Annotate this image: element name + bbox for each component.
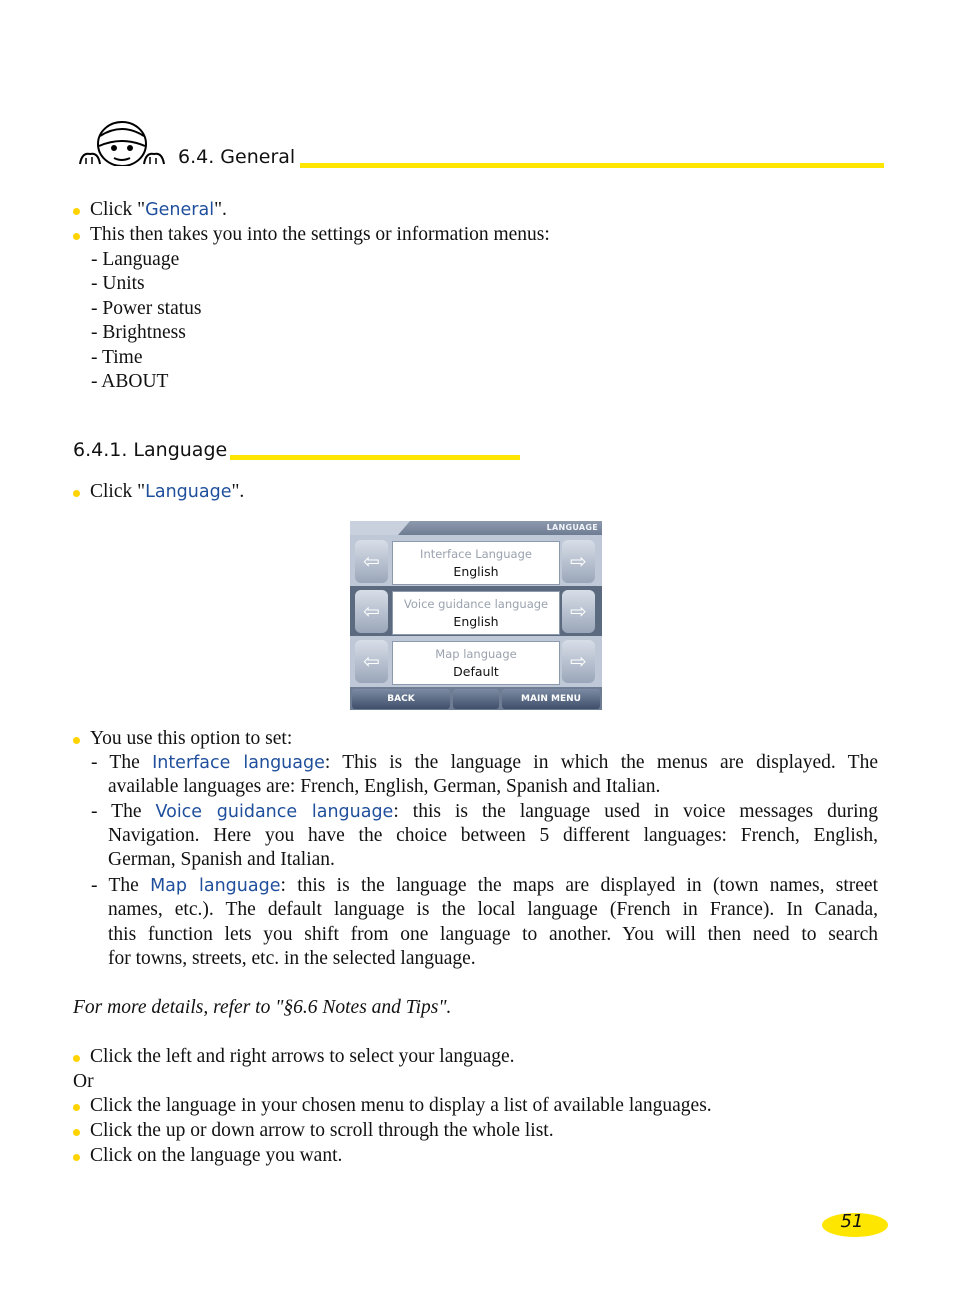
device-title-notch (350, 521, 410, 535)
menu-item-brightness: - Brightness (91, 322, 186, 343)
interface-language-value: English (453, 564, 499, 579)
intro-bullet-1-pre: Click " (90, 199, 146, 220)
back-button[interactable]: BACK (352, 689, 450, 709)
subsection-title-underline (230, 455, 520, 460)
map-language-prev-button[interactable] (355, 640, 388, 683)
menu-item-about: - ABOUT (91, 371, 169, 392)
section-title: 6.4. General (178, 146, 296, 168)
general-link[interactable]: General (145, 200, 215, 220)
instruction-scroll: Click the up or down arrow to scroll through the whole list. (90, 1120, 554, 1141)
option-voice-language (91, 800, 878, 824)
device-title-bar (350, 521, 602, 535)
language-link[interactable]: Language (145, 482, 232, 502)
voice-guidance-language-term: Voice guidance language (155, 802, 394, 822)
voice-language-value: English (453, 614, 499, 629)
arrow-right-icon: ⇨ (570, 549, 587, 573)
menu-item-units: - Units (91, 273, 145, 294)
device-bottom-bar (350, 687, 602, 710)
map-language-next-button[interactable] (562, 640, 595, 683)
option-map-language-cont-1: names, etc.). The default language is the local language (French in France). In Canada, (108, 899, 878, 920)
bullet-icon (73, 1055, 80, 1062)
option-1-post: : This is the language in which the menus are displayed. The (324, 752, 878, 773)
instruction-arrows: Click the left and right arrows to select your language. (90, 1046, 515, 1067)
language-click-post: ". (231, 481, 245, 502)
map-language-label: Map language (435, 647, 517, 661)
option-2-post: : this is the language used in voice messages during (393, 801, 878, 822)
device-screen-title: LANGUAGE (546, 523, 598, 532)
voice-guidance-language-row (350, 586, 602, 636)
instruction-select: Click on the language you want. (90, 1145, 343, 1166)
map-language-value: Default (453, 664, 499, 679)
map-language-field[interactable] (392, 641, 560, 685)
bullet-icon (73, 233, 80, 240)
option-interface-language (91, 751, 878, 775)
bullet-icon (73, 490, 80, 497)
menu-item-time: - Time (91, 347, 143, 368)
menu-item-language: - Language (91, 249, 180, 270)
arrow-left-icon: ⇦ (363, 649, 380, 673)
page-number: 51 (840, 1211, 864, 1232)
instruction-or: Or (73, 1071, 94, 1092)
arrow-left-icon: ⇦ (363, 549, 380, 573)
option-3-pre: - The (91, 875, 151, 896)
option-1-pre: - The (91, 752, 153, 773)
voice-language-label: Voice guidance language (403, 597, 549, 611)
interface-language-row (350, 536, 602, 586)
bullet-icon (73, 1104, 80, 1111)
option-map-language-cont-3: for towns, streets, etc. in the selected language. (108, 948, 476, 969)
bullet-icon (73, 208, 80, 215)
voice-language-field[interactable] (392, 591, 560, 635)
bullet-icon (73, 1154, 80, 1161)
voice-language-next-button[interactable] (562, 590, 595, 633)
bullet-icon (73, 737, 80, 744)
option-interface-language-cont: available languages are: French, English, German, Spanish and Italian. (108, 776, 661, 797)
section-title-underline (300, 163, 884, 168)
subsection-title: 6.4.1. Language (73, 439, 228, 461)
arrow-right-icon: ⇨ (570, 599, 587, 623)
intro-bullet-2: This then takes you into the settings or information menus: (90, 224, 550, 245)
notes-reference: For more details, refer to "§6.6 Notes and Tips". (73, 997, 452, 1018)
interface-language-next-button[interactable] (562, 540, 595, 583)
intro-bullet-1 (90, 198, 227, 222)
options-intro: You use this option to set: (90, 728, 293, 749)
arrow-right-icon: ⇨ (570, 649, 587, 673)
map-language-row (350, 636, 602, 686)
language-settings-screenshot (350, 521, 602, 710)
language-click-pre: Click " (90, 481, 146, 502)
interface-language-label: Interface Language (420, 547, 532, 561)
main-menu-button[interactable]: MAIN MENU (502, 689, 600, 709)
option-3-post: : this is the language the maps are displayed in (town names, street (280, 875, 878, 896)
language-click-instruction (90, 480, 244, 504)
option-2-pre: - The (91, 801, 156, 822)
arrow-left-icon: ⇦ (363, 599, 380, 623)
bullet-icon (73, 1129, 80, 1136)
option-voice-language-cont-1: Navigation. Here you have the choice between 5 different languages: French, English, (108, 825, 878, 846)
interface-language-prev-button[interactable] (355, 540, 388, 583)
menu-item-power-status: - Power status (91, 298, 202, 319)
voice-language-prev-button[interactable] (355, 590, 388, 633)
middle-button[interactable] (453, 689, 499, 709)
instruction-click-language: Click the language in your chosen menu to display a list of available languages. (90, 1095, 712, 1116)
map-language-term: Map language (150, 876, 281, 896)
intro-bullet-1-post: ". (214, 199, 227, 220)
option-map-language-cont-2: this function lets you shift from one language to another. You will then need to search (108, 924, 878, 945)
mascot-icon (76, 118, 168, 166)
interface-language-term: Interface language (152, 753, 325, 773)
option-map-language (91, 874, 878, 898)
interface-language-field[interactable] (392, 541, 560, 585)
option-voice-language-cont-2: German, Spanish and Italian. (108, 849, 335, 870)
